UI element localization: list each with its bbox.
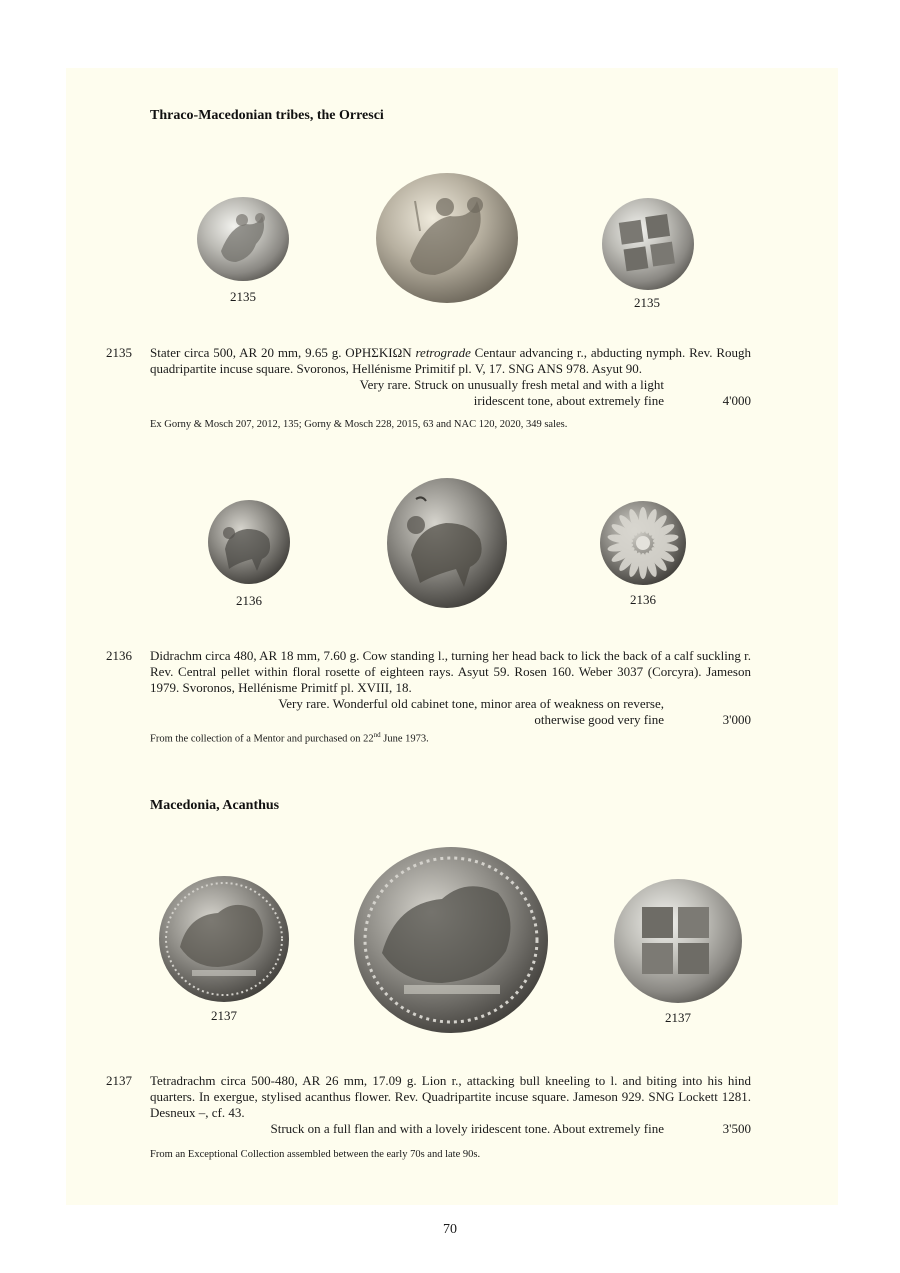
- lot-price: 3'000: [722, 712, 751, 727]
- lot-provenance-text: June 1973.: [380, 733, 429, 745]
- lot-condition: Very rare. Struck on unusually fresh metal and with a light: [359, 377, 664, 392]
- lot-condition: otherwise good very fine: [534, 712, 664, 727]
- coin-label: 2136: [236, 593, 262, 608]
- coin-obverse-large-image: [352, 845, 550, 1035]
- lot-provenance-sup: nd: [373, 731, 381, 739]
- section-title: Macedonia, Acanthus: [150, 798, 280, 813]
- lot-description: [150, 345, 751, 377]
- coin-obverse-small-image: [207, 499, 291, 586]
- lot-description-text: Centaur advancing r., abducting nymph. Rev. Rough quadripartite incuse square. Svoronos, Hellénisme Primitif pl. V, 17. SNG ANS 978. Asyut 90.: [150, 345, 751, 376]
- lot-condition: Struck on a full flan and with a lovely iridescent tone. About extremely fine: [270, 1121, 664, 1136]
- lot-description: Didrachm circa 480, AR 18 mm, 7.60 g. Cow standing l., turning her head back to lick the back of a calf suckling r. Rev. Central pellet within floral rosette of eighteen rays. Asyut 59. Rosen 160. Weber 3037 (Corcyra). Jameson 1979. Svoronos, Hellénisme Primitf pl. XVIII, 18.: [150, 648, 751, 695]
- lot-condition: iridescent tone, about extremely fine: [473, 393, 664, 408]
- lot-provenance: Ex Gorny & Mosch 207, 2012, 135; Gorny & Mosch 228, 2015, 63 and NAC 120, 2020, 349 sales.: [150, 419, 568, 430]
- lot-provenance-text: From the collection of a Mentor and purchased on 22: [150, 733, 374, 745]
- coin-label: 2137: [211, 1008, 237, 1023]
- lot-description-italic: retrograde: [415, 345, 471, 360]
- coin-label: 2135: [230, 289, 256, 304]
- coin-label: 2137: [665, 1010, 691, 1025]
- coin-reverse-image: [601, 197, 696, 291]
- lot-price: 4'000: [722, 393, 751, 408]
- page-number: 70: [443, 1222, 457, 1237]
- lot-description-text: Stater circa 500, AR 20 mm, 9.65 g. ΟΡΗΣΚΙΩΝ: [150, 345, 416, 360]
- lot-number: 2135: [106, 345, 132, 360]
- section-title: Thraco-Macedonian tribes, the Orresci: [150, 108, 384, 123]
- lot-condition: Very rare. Wonderful old cabinet tone, minor area of weakness on reverse,: [278, 696, 664, 711]
- lot-price: 3'500: [722, 1121, 751, 1136]
- coin-label: 2135: [634, 295, 660, 310]
- lot-description: Tetradrachm circa 500-480, AR 26 mm, 17.09 g. Lion r., attacking bull kneeling to l. and biting into his hind quarters. In exergue, stylised acanthus flower. Rev. Quadripartite incuse square. Jameson 929. SNG Lockett 1281. Desneux –, cf. 43.: [150, 1073, 751, 1120]
- coin-reverse-image: [613, 878, 744, 1004]
- coin-reverse-image: [599, 500, 688, 586]
- coin-obverse-large-image: [375, 171, 520, 305]
- coin-obverse-small-image: [158, 875, 290, 1003]
- coin-label: 2136: [630, 592, 656, 607]
- lot-provenance: From an Exceptional Collection assembled between the early 70s and late 90s.: [150, 1149, 481, 1160]
- lot-number: 2137: [106, 1073, 132, 1088]
- coin-obverse-large-image: [386, 477, 509, 610]
- lot-provenance: [150, 731, 429, 745]
- coin-obverse-small-image: [196, 196, 291, 282]
- lot-number: 2136: [106, 648, 132, 663]
